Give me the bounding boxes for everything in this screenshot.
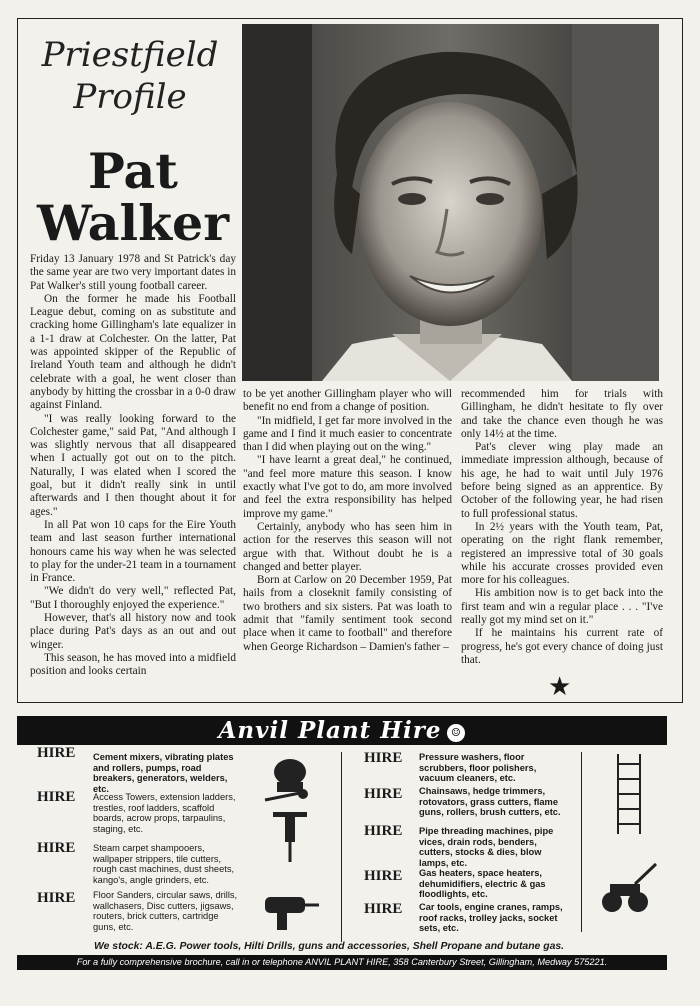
cement-mixer-icon [265,759,308,800]
article-column-2 [243,388,452,654]
article-paragraph: On the former he made his Football League debut, coming on as substitute and cracking home Gillingham's late equalizer in a 1-1 draw at Colchester. On the latter, Pat was appointed skipper of the Republic of Ireland Youth team and although he didn't celebrate with a goal, he went closer than anybody by hitting the crossbar in a 0-0 draw against Finland. [30,292,236,412]
article-paragraph: Certainly, anybody who has seen him in action for the reserves this season will not argue with that. Without doubt he is a changed and better player. [243,520,452,573]
profile-heading [30,34,230,118]
hire-label: HIRE [37,789,76,805]
article-paragraph: Friday 13 January 1978 and St Patrick's day the same year are two very important dates in Pat Walker's still young football career. [30,253,236,292]
stock-line: We stock: A.E.G. Power tools, Hilti Drills, guns and accessories, Shell Propane and butane gas. [94,941,565,952]
article-paragraph: However, that's all history now and took place during Pat's days as an out and out winger. [30,612,236,651]
advert-divider [581,752,582,932]
article-paragraph: to be yet another Gillingham player who will benefit no end from a change of position. [243,388,452,414]
article-paragraph: "I have learnt a great deal," he continued, "and feel more mature this season. I know exactly what I've got to do, am more involved and feel the extra responsibility has helped improve my game." [243,454,452,520]
article-paragraph: Born at Carlow on 20 December 1959, Pat hails from a closeknit family consisting of two brothers and six sisters. Pat was loath to admit that "family sentiment took second place when it came to football" and therefore when George Richardson – Damien's father – [243,574,452,653]
hire-label: HIRE [364,750,403,766]
profile-heading-line2: Profile [73,77,187,117]
hire-item-pipe: Pipe threading machines, pipe vices, drain rods, benders, cutters, stocks & dies, blow lamps, etc. [419,826,554,868]
article-paragraph: In 2½ years with the Youth team, Pat, operating on the right flank remember, registered an impressive total of 30 goals while his accurate crosses provided even more for his colleagues. [461,520,663,587]
hire-item-pressure: Pressure washers, floor scrubbers, floor polishers, vacuum cleaners, etc. [419,752,537,784]
hire-label: HIRE [37,840,76,856]
end-star-icon: ★ [548,672,572,701]
hire-label: HIRE [37,890,76,906]
profile-heading-line1: Priestfield [41,35,219,75]
article-paragraph: Pat's clever wing play made an immediate impression although, because of his age, he had to wait until July 1976 before being signed as an apprentice. By October of the following year, he had risen to full professional status. [461,441,663,520]
hire-label: HIRE [37,745,76,761]
advert-divider [341,752,342,942]
article-paragraph: recommended him for trials with Gillingham, he didn't hesitate to fly over and take the chance even though he was only 14½ at the time. [461,388,663,440]
hire-item-floor: Floor Sanders, circular saws, drills, wallchasers, Disc cutters, jigsaws, routers, brick cutters, cartridge guns, etc. [93,890,238,932]
article-paragraph: "I was really looking forward to the Colchester game," said Pat, "And although I was slightly nervous that all disappeared when I actually got out on to the pitch. Naturally, I was elated when I scored the goal, but it didn't really sink in until afterwards and I then thought about it for ages." [30,412,236,518]
article-paragraph: "In midfield, I get far more involved in the game and I find it much easier to concentrate than I did when playing out on the wing." [243,414,452,454]
hire-label: HIRE [364,823,403,839]
player-first-name: Pat [88,142,178,200]
advert-title [17,716,667,745]
road-breaker-icon [273,812,307,862]
anvil-logo-icon: ☺ [447,724,465,742]
hire-label: HIRE [364,868,403,884]
article-paragraph: In all Pat won 10 caps for the Eire Youth team and last season further international honours came his way when he was selected to play for the under-21 team in a tournament in France. [30,518,236,585]
player-portrait-image [242,24,659,381]
hire-label: HIRE [364,786,403,802]
article-paragraph: If he maintains his current rate of progress, he's got every chance of doing just that. [461,627,663,666]
player-name [28,142,238,252]
hire-item-mixers [93,752,243,794]
advert-title-text: Anvil Plant Hire [218,717,442,744]
power-drill-icon [265,897,319,930]
hire-item-heaters: Gas heaters, space heaters, dehumidifiers, electric & gas floodlights, etc. [419,868,546,900]
article-column-1 [30,253,236,679]
article-paragraph: This season, he has moved into a midfield position and looks certain [30,651,236,678]
tool-illustrations-left [255,752,325,942]
hire-item-text: Cement mixers, vibrating plates and rollers, pumps, road breakers, generators, welders, etc. [93,752,234,794]
rotovator-icon [602,864,656,912]
hire-item-chainsaws: Chainsaws, hedge trimmers, rotovators, grass cutters, flame guns, rollers, brush cutters, etc. [419,786,561,818]
scaffold-tower-icon [618,754,640,834]
hire-item-access: Access Towers, extension ladders, trestles, roof ladders, scaffold boards, acrow props, tarpaulins, staging, etc. [93,792,236,834]
article-paragraph: His ambition now is to get back into the first team and win a regular place . . . "I've really got my mind set on it." [461,587,663,627]
hire-item-car-tools: Car tools, engine cranes, ramps, roof racks, trolley jacks, socket sets, etc. [419,902,563,934]
hire-item-carpet: Steam carpet shampooers, wallpaper strippers, tile cutters, rough cast machines, dust sheets, kango's, angle grinders, etc. [93,843,235,885]
player-last-name: Walker [36,194,230,252]
article-paragraph: "We didn't do very well," reflected Pat, "But I thoroughly enjoyed the experience." [30,585,236,611]
article-column-3 [461,388,663,667]
advert-footer: For a fully comprehensive brochure, call in or telephone ANVIL PLANT HIRE, 358 Canterbury Street, Gillingham, Medway 575221. [17,955,667,970]
player-photo [242,24,659,381]
advert-banner [17,716,667,745]
tool-illustrations-right [590,752,662,937]
hire-label: HIRE [364,901,403,917]
